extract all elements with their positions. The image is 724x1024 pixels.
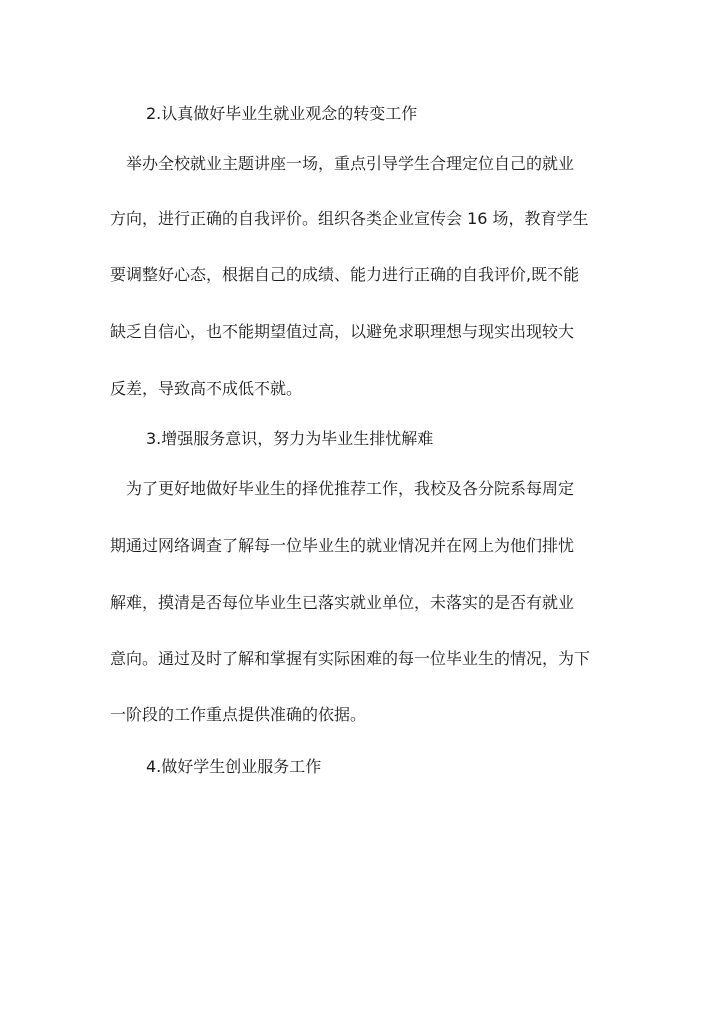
- paragraph-line: 缺乏自信心，也不能期望值过高，以避免求职理想与现实出现较大: [110, 322, 575, 341]
- paragraph-line: 方向，进行正确的自我评价。组织各类企业宣传会 16 场，教育学生: [110, 209, 589, 228]
- paragraph-line: 一阶段的工作重点提供准确的依据。: [110, 705, 367, 724]
- paragraph-line: 为了更好地做好毕业生的择优推荐工作，我校及各分院系每周定: [126, 479, 575, 498]
- paragraph-line: 要调整好心态，根据自己的成绩、能力进行正确的自我评价,既不能: [110, 265, 580, 284]
- section-heading-3: 3.增强服务意识，努力为毕业生排忧解难: [146, 429, 434, 448]
- paragraph-line: 意向。通过及时了解和掌握有实际困难的每一位毕业生的情况，为下: [110, 649, 591, 668]
- paragraph-line: 举办全校就业主题讲座一场，重点引导学生合理定位自己的就业: [126, 154, 575, 173]
- paragraph-line: 解难，摸清是否每位毕业生已落实就业单位，未落实的是否有就业: [110, 593, 575, 612]
- paragraph-line: 反差，导致高不成低不就。: [110, 379, 303, 398]
- section-heading-4: 4.做好学生创业服务工作: [146, 757, 322, 776]
- section-heading-2: 2.认真做好毕业生就业观念的转变工作: [146, 104, 418, 123]
- paragraph-line: 期通过网络调查了解每一位毕业生的就业情况并在网上为他们排忧: [110, 536, 575, 555]
